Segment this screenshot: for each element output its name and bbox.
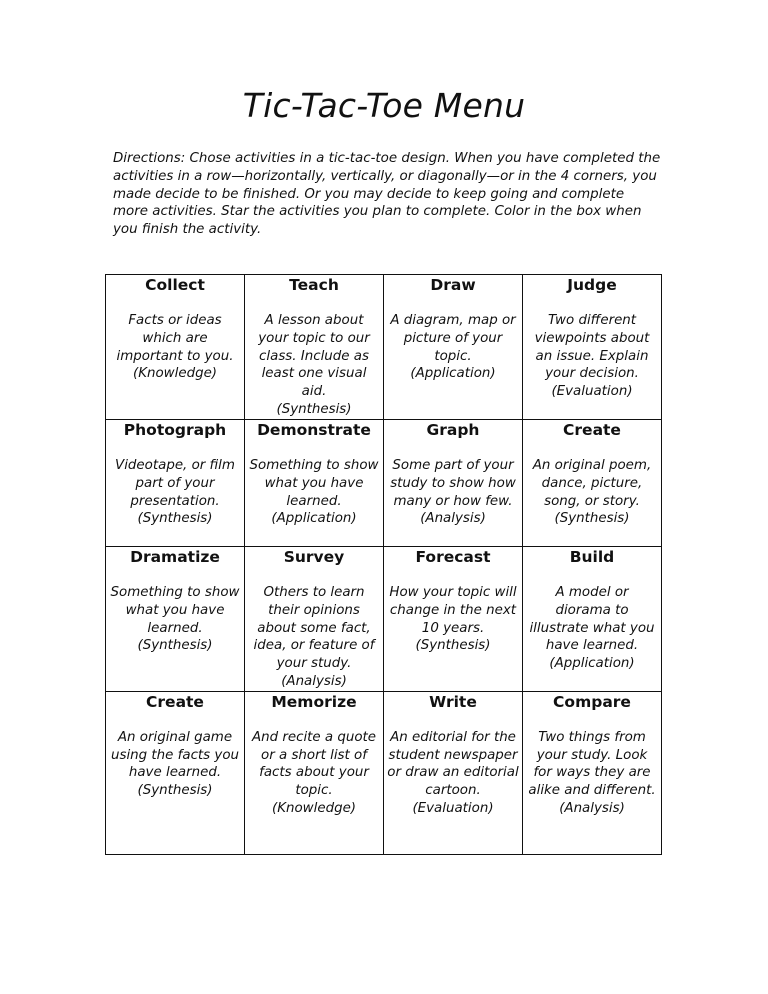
activity-description: A diagram, map or picture of your topic. xyxy=(390,313,516,364)
activity-cell xyxy=(523,547,662,692)
activity-level: (Synthesis) xyxy=(554,511,630,527)
directions-text: Directions: Chose activities in a tic-tac-toe design. When you have completed the activities in a row—horizontally, vertically, or diagonally—or in the 4 corners, you made decide to be finished. Or you may decide to keep going and complete more activities. Star the activities you plan to complete. Color in the box when you finish the activity. xyxy=(113,151,661,238)
activity-title: Draw xyxy=(430,276,476,294)
activity-description: Facts or ideas which are important to you. xyxy=(116,313,234,364)
activity-description: Two things from your study. Look for ways they are alike and different. xyxy=(528,729,656,799)
activity-level: (Knowledge) xyxy=(132,366,218,382)
activity-description: How your topic will change in the next 10 years. xyxy=(389,585,517,636)
activity-cell xyxy=(523,275,662,420)
activity-title: Graph xyxy=(426,421,480,439)
activity-description: Others to learn their opinions about some fact, idea, or feature of your study. xyxy=(253,585,375,672)
activity-title: Memorize xyxy=(271,692,357,711)
activity-title: Dramatize xyxy=(130,548,220,566)
activity-level: (Synthesis) xyxy=(137,783,213,799)
activity-cell xyxy=(245,275,384,420)
grid-row xyxy=(106,275,662,420)
activity-level: (Knowledge) xyxy=(271,800,357,816)
activity-level: (Evaluation) xyxy=(551,384,633,400)
activity-level: (Synthesis) xyxy=(276,401,352,417)
activity-title: Write xyxy=(429,692,477,711)
activity-title: Demonstrate xyxy=(257,421,371,439)
activity-cell xyxy=(384,691,523,854)
grid-row xyxy=(106,547,662,692)
activity-level: (Evaluation) xyxy=(412,800,494,816)
activity-level: (Synthesis) xyxy=(415,638,491,654)
activity-title: Photograph xyxy=(123,421,227,439)
activity-description: Two different viewpoints about an issue. Explain your decision. xyxy=(534,313,650,382)
activity-cell xyxy=(523,420,662,547)
activity-title: Forecast xyxy=(415,548,491,566)
grid-row xyxy=(106,420,662,547)
activity-description: A model or diorama to illustrate what you have learned. xyxy=(529,585,655,654)
activity-title: Compare xyxy=(553,692,631,711)
activity-title: Collect xyxy=(145,276,205,294)
activity-cell xyxy=(106,691,245,854)
activity-description: A lesson about your topic to our class. Include as least one visual aid. xyxy=(258,313,370,400)
activity-cell xyxy=(384,547,523,692)
activity-description: An original poem, dance, picture, song, or story. xyxy=(532,458,652,509)
activity-description: Something to show what you have learned. xyxy=(249,458,379,509)
activity-title: Create xyxy=(563,421,621,439)
activity-title: Judge xyxy=(567,276,617,294)
activity-title: Survey xyxy=(283,548,345,566)
activity-level: (Analysis) xyxy=(420,511,486,527)
page-title: Tic-Tac-Toe Menu xyxy=(242,86,526,125)
activity-cell xyxy=(106,275,245,420)
activity-title: Create xyxy=(146,692,204,711)
activity-level: (Application) xyxy=(271,511,357,527)
activity-cell xyxy=(106,547,245,692)
activity-title: Build xyxy=(569,548,615,566)
activity-level: (Application) xyxy=(410,366,496,382)
activity-cell xyxy=(245,420,384,547)
activity-cell xyxy=(245,547,384,692)
activity-description: And recite a quote or a short list of facts about your topic. xyxy=(251,729,377,799)
grid-row xyxy=(106,691,662,854)
activity-level: (Synthesis) xyxy=(137,511,213,527)
activity-cell xyxy=(106,420,245,547)
activity-description: An editorial for the student newspaper or draw an editorial cartoon. xyxy=(387,729,519,799)
activity-description: Videotape, or film part of your presentation. xyxy=(115,458,235,509)
activity-title: Teach xyxy=(289,276,339,294)
activity-description: Something to show what you have learned. xyxy=(110,585,240,636)
activity-cell xyxy=(523,691,662,854)
activity-level: (Analysis) xyxy=(559,800,625,816)
activity-description: Some part of your study to show how many or how few. xyxy=(390,458,516,509)
activity-cell xyxy=(245,691,384,854)
tic-tac-toe-grid xyxy=(105,274,662,855)
activity-description: An original game using the facts you have learned. xyxy=(110,729,240,781)
activity-level: (Application) xyxy=(549,656,635,672)
activity-level: (Synthesis) xyxy=(137,638,213,654)
activity-level: (Analysis) xyxy=(281,673,347,689)
activity-cell xyxy=(384,275,523,420)
activity-cell xyxy=(384,420,523,547)
